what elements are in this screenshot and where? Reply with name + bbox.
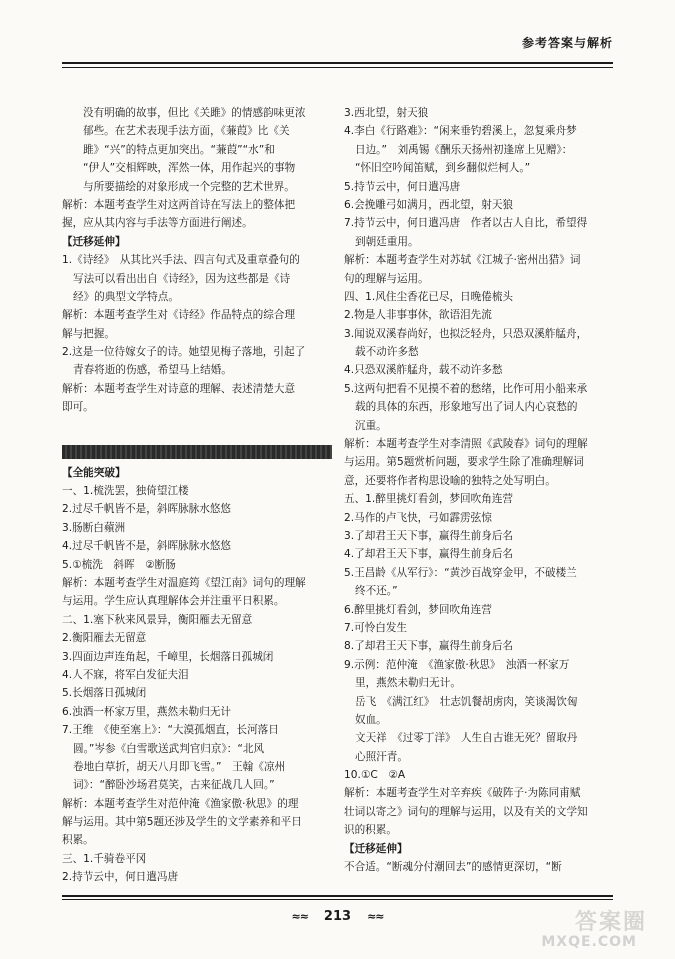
text-line: 3.西北望，射天狼 (344, 107, 429, 119)
page-header-title: 参考答案与解析 (521, 36, 613, 50)
text-line: 圆。”岑参《白雪歌送武判官归京》：“北风 (73, 742, 265, 755)
text-line: 4.了却君王天下事，赢得生前身后名 (344, 548, 514, 561)
text-line: 壮词以寄之》词句的理解与运用，以及有关的文学知 (344, 805, 588, 818)
text-line: 解析：本题考查学生对这两首诗在写法上的整体把 (62, 198, 296, 211)
text-line: 握，应从其内容与手法等方面进行阐述。 (62, 217, 253, 230)
text-line: 6.醉里挑灯看剑，梦回吹角连营 (344, 603, 492, 616)
section-heading: 【迁移延伸】 (344, 842, 408, 855)
text-line: 一、1.梳洗罢，独倚望江楼 (62, 485, 189, 498)
text-line: 即可。 (62, 401, 94, 414)
text-line: 解析：本题考查学生对《诗经》作品特点的综合理 (62, 309, 296, 322)
text-line: 3.了却君王天下事，赢得生前身后名 (344, 529, 514, 542)
text-line: 5.王昌龄《从军行》：“黄沙百战穿金甲，不破楼兰 (344, 566, 577, 579)
text-line: 郁些。在艺术表现手法方面，《蒹葭》比《关 (83, 125, 290, 138)
text-line: 写法可以看出出自《诗经》，因为这些都是《诗 (73, 272, 291, 285)
section-heading: 【全能突破】 (62, 466, 126, 479)
text-line: 五、1.醉里挑灯看剑，梦回吹角连营 (344, 493, 514, 506)
text-line: 三、1.千骑卷平冈 (62, 852, 147, 865)
text-line: 意，还要将作者构思设喻的独特之处写明白。 (344, 474, 556, 487)
text-line: 7.王维 《使至塞上》：“大漠孤烟直，长河落日 (62, 724, 279, 737)
text-line: 2.持节云中，何日遣冯唐 (62, 871, 179, 884)
text-line: 终不还。” (355, 585, 398, 598)
text-line: 载的具体的东西，形象地写出了词人内心哀愁的 (355, 401, 578, 414)
text-line: 4.过尽千帆皆不是，斜晖脉脉水悠悠 (62, 540, 232, 553)
page-number-text: 213 (323, 909, 352, 924)
text-line: 1.《诗经》 从其比兴手法、四言句式及重章叠句的 (62, 254, 300, 267)
text-line: 二、1.塞下秋来风景异，衡阳雁去无留意 (62, 613, 253, 626)
text-line: 5.长烟落日孤城闭 (62, 687, 147, 700)
text-line: 解析：本题考查学生对诗意的理解、表述清楚大意 (62, 382, 296, 395)
text-line: 与所要描绘的对象形成一个完整的艺术世界。 (83, 180, 295, 193)
page-number (0, 909, 675, 924)
right-column (344, 104, 614, 876)
text-line: 5.这两句把看不见摸不着的愁绪，比作可用小船来承 (344, 382, 588, 395)
text-line: 2.这是一位待嫁女子的诗。她望见梅子落地，引起了 (62, 346, 306, 359)
text-line: 3.闻说双溪春尚好，也拟泛轻舟，只恐双溪舴艋舟， (344, 327, 588, 340)
text-line: 解析：本题考查学生对李清照《武陵春》词句的理解 (344, 438, 588, 451)
text-line: 解析：本题考查学生对苏轼《江城子·密州出猎》词 (344, 254, 581, 267)
watermark-logo: 答案圈 (574, 910, 647, 935)
header-rule-thick (62, 62, 613, 64)
text-line: 解与把握。 (62, 327, 115, 340)
text-line: 积累。 (62, 834, 94, 847)
text-line: 解析：本题考查学生对范仲淹《渔家傲·秋思》的理 (62, 797, 299, 810)
text-line: 3.肠断白蘋洲 (62, 521, 126, 534)
text-line: 日边。” 刘禹锡《酬乐天扬州初逢席上见赠》： (355, 143, 573, 156)
text-line: 解析：本题考查学生对温庭筠《望江南》词句的理解 (62, 576, 306, 589)
text-line: 奴血。 (355, 713, 387, 726)
text-line: 沉重。 (355, 419, 387, 432)
text-line: 解与运用。其中第5题还涉及学生的文学素养和平日 (62, 816, 302, 829)
text-line: 2.衡阳雁去无留意 (62, 632, 147, 645)
header-rule-thin (62, 67, 613, 68)
text-line: 句的理解与运用。 (344, 272, 429, 285)
page-number-ornament-right-icon: ≈≈ (367, 910, 384, 923)
text-line: 不合适。“断魂分付潮回去”的感情更深切，“断 (344, 861, 562, 874)
text-line: 岳飞 《满江红》 壮志饥餐胡虏肉，笑谈渴饮匈 (355, 695, 578, 708)
text-line: “怀旧空吟闻笛赋，到乡翻似烂柯人。” (355, 162, 531, 175)
footer-rule-thick (62, 895, 613, 897)
text-line: 6.会挽雕弓如满月，西北望，射天狼 (344, 198, 514, 211)
text-line: 5.持节云中，何日遣冯唐 (344, 180, 461, 193)
text-line: 心照汗青。 (355, 750, 408, 763)
text-line: 没有明确的故事，但比《关雎》的情感韵味更浓 (83, 107, 306, 119)
text-line: 卷地白草折，胡天八月即飞雪。” 王翰《凉州 (73, 760, 286, 773)
text-line: 4.只恐双溪舴艋舟，载不动许多愁 (344, 364, 503, 377)
text-line: 文天祥 《过零丁洋》 人生自古谁无死？留取丹 (355, 732, 578, 745)
text-line: 解析：本题考查学生对辛弃疾《破阵子·为陈同甫赋 (344, 787, 581, 800)
text-line: 识的积累。 (344, 824, 397, 837)
text-line: 与运用。学生应认真理解体会并注重平日积累。 (62, 595, 285, 608)
watermark-url: MXQE.COM (541, 934, 637, 950)
text-line: 与运用。第5题赏析问题，要求学生除了准确理解词 (344, 456, 584, 469)
text-line: 4.人不寐，将军白发征夫泪 (62, 668, 189, 681)
text-line: 经》的典型文学特点。 (73, 290, 179, 303)
text-line: “伊人”交相辉映，浑然一体，用作起兴的事物 (83, 162, 296, 175)
text-line: 2.过尽千帆皆不是，斜晖脉脉水悠悠 (62, 503, 232, 516)
footer-rule-thin (62, 899, 613, 900)
text-line: 雎》“兴”的特点更加突出。“蒹葭”“水”和 (83, 143, 275, 156)
text-line: 10.①C ②A (344, 769, 406, 782)
text-line: 7.持节云中，何日遣冯唐 作者以古人自比，希望得 (344, 217, 588, 230)
section-heading: 【迁移延伸】 (62, 235, 126, 248)
section-divider-bar (62, 445, 332, 459)
text-line: 5.①梳洗 斜晖 ②断肠 (62, 558, 176, 571)
text-line: 7.可怜白发生 (344, 621, 408, 634)
text-line: 2.马作的卢飞快，弓如霹雳弦惊 (344, 511, 492, 524)
text-line: 到朝廷重用。 (355, 235, 419, 248)
text-line: 载不动许多愁 (355, 346, 419, 359)
text-line: 青春将逝的伤感，希望马上结婚。 (73, 364, 232, 377)
left-column (62, 104, 332, 887)
text-line: 8.了却君王天下事，赢得生前身后名 (344, 640, 514, 653)
text-line: 四、1.风住尘香花已尽，日晚倦梳头 (344, 290, 514, 303)
page-number-ornament-left-icon: ≈≈ (291, 910, 308, 923)
text-line: 6.浊酒一杯家万里，燕然未勒归无计 (62, 705, 232, 718)
text-line: 4.李白《行路难》：“闲来垂钓碧溪上，忽复乘舟梦 (344, 125, 577, 138)
text-line: 里，燕然未勒归无计。 (355, 677, 461, 690)
text-line: 2.物是人非事事休，欲语泪先流 (344, 309, 492, 322)
text-line: 3.四面边声连角起，千嶂里，长烟落日孤城闭 (62, 650, 274, 663)
text-line: 词》：“醉卧沙场君莫笑，古来征战几人回。” (73, 779, 275, 792)
text-line: 9.示例：范仲淹 《渔家傲·秋思》 浊酒一杯家万 (344, 658, 570, 671)
section-gap (62, 417, 332, 439)
